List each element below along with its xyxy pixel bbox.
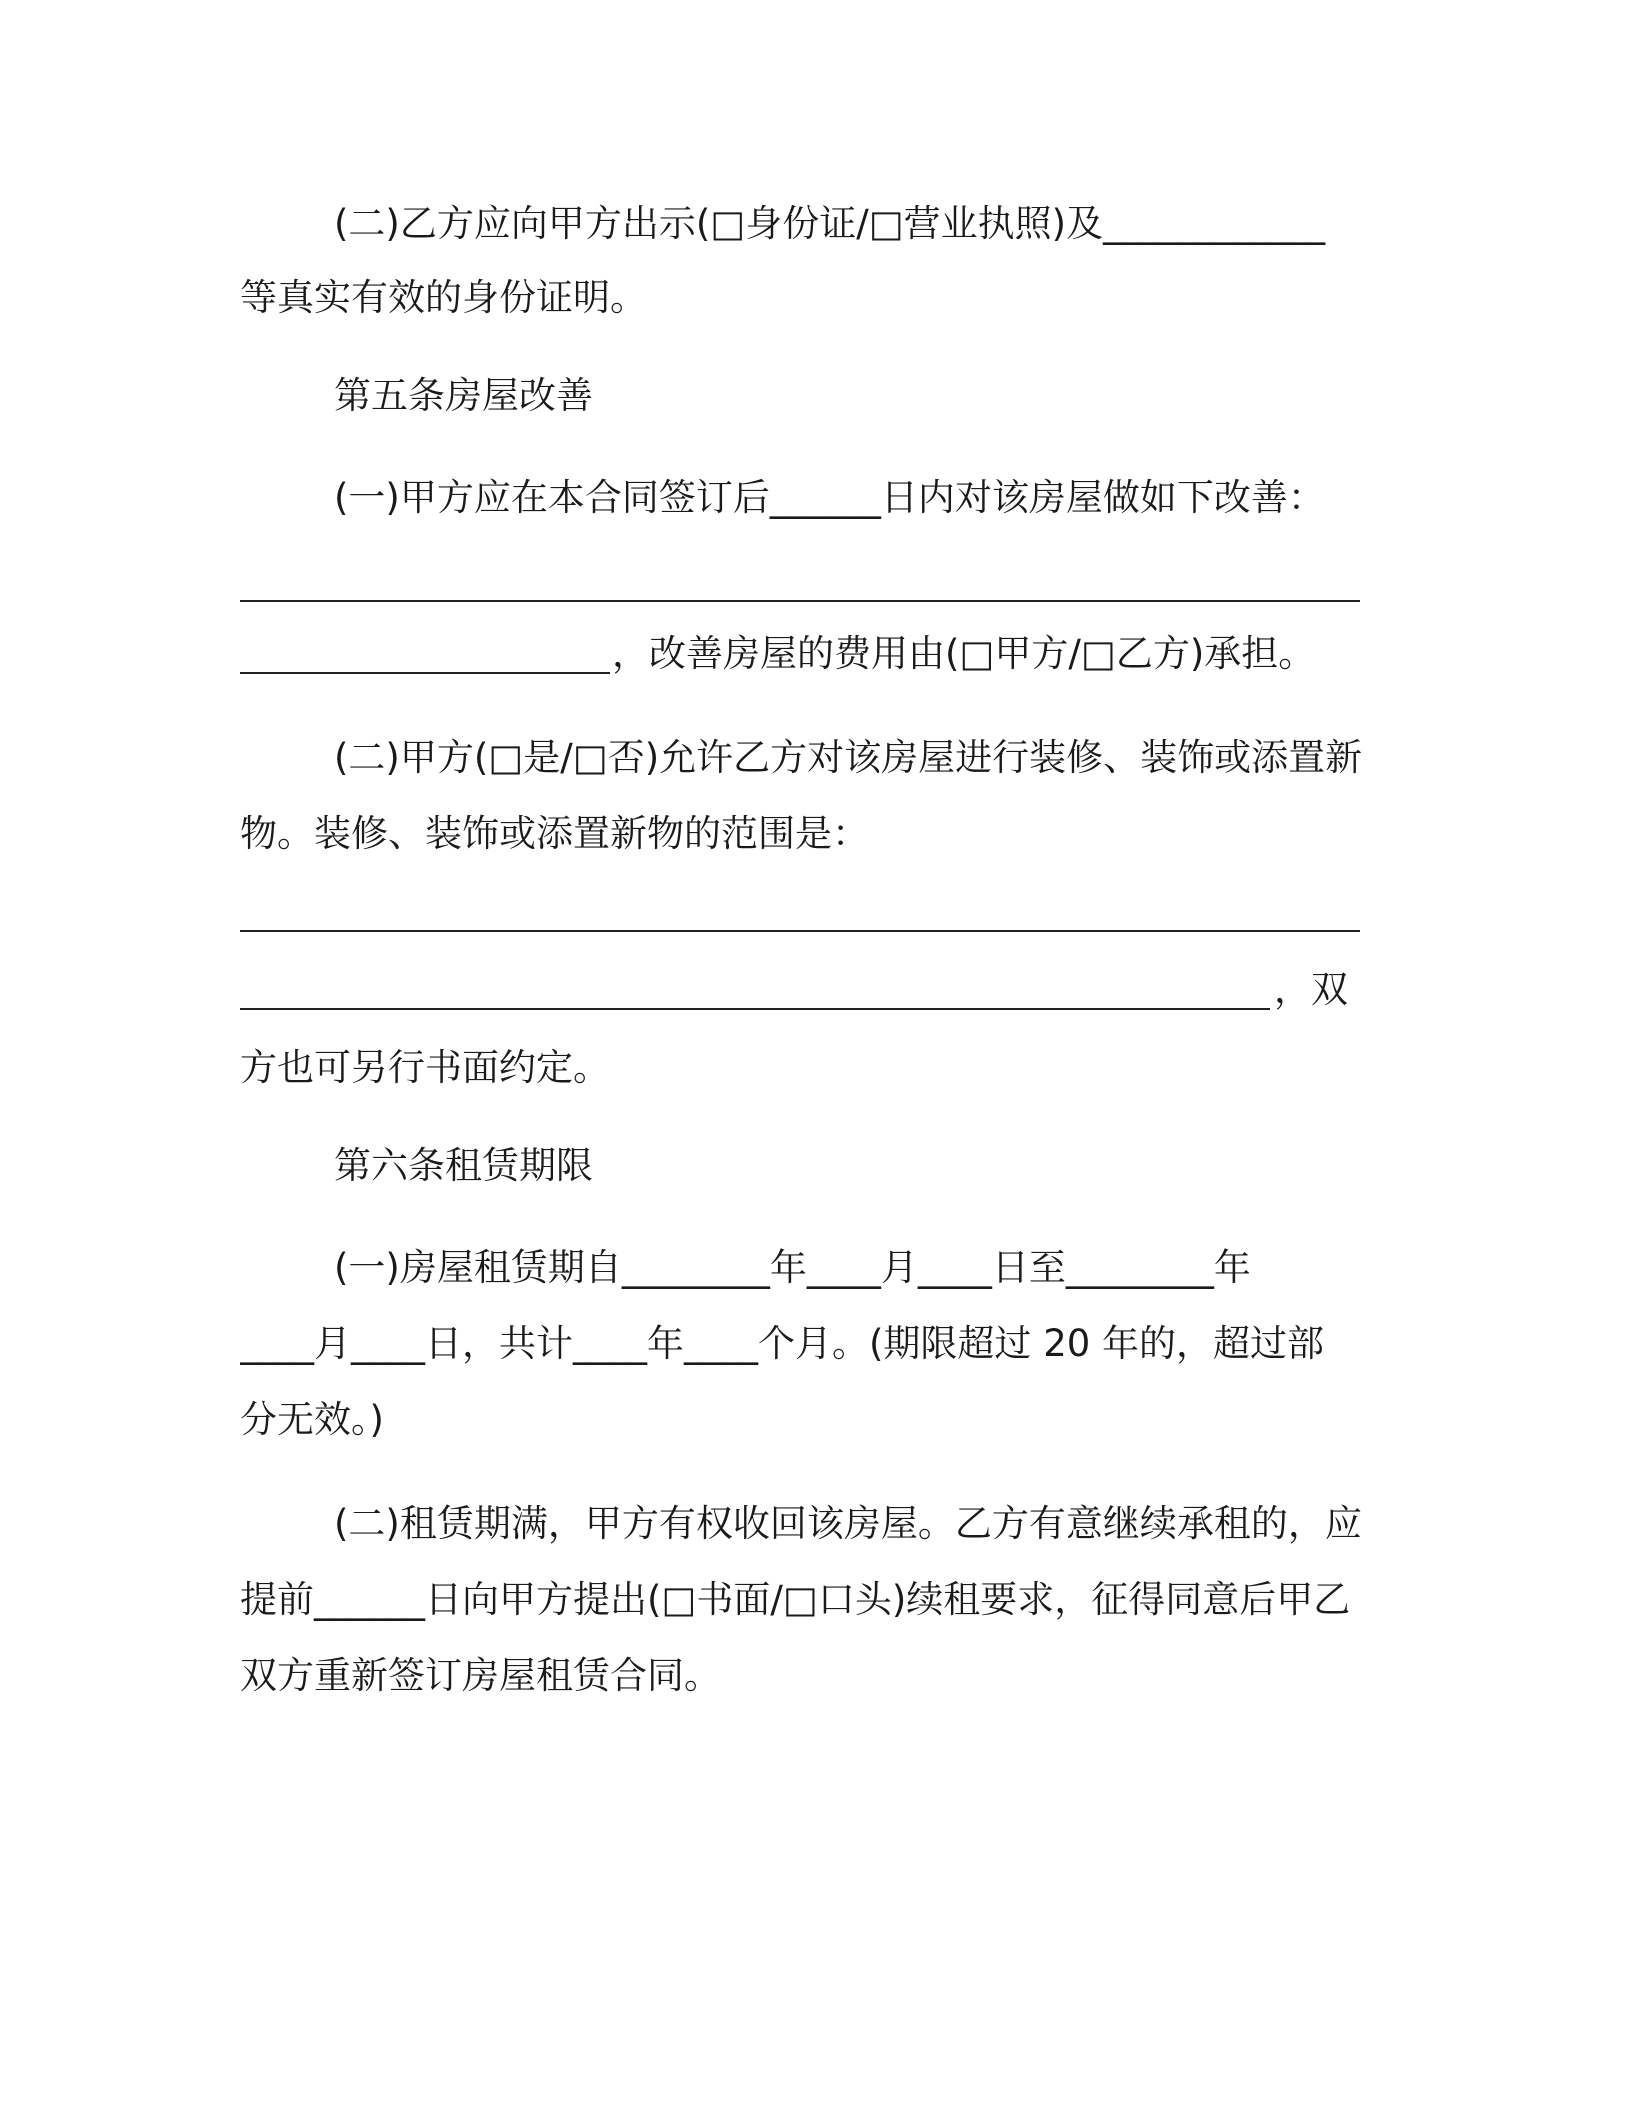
paragraph-line: 提前______日向甲方提出(□书面/□口头)续租要求，征得同意后甲乙 <box>240 1578 1351 1621</box>
paragraph-line: (二)乙方应向甲方出示(□身份证/□营业执照)及____________ <box>334 202 1326 245</box>
fill-in-blank-line <box>240 1008 1270 1010</box>
fill-in-blank-line <box>240 600 1360 602</box>
paragraph-line: 物。装修、装饰或添置新物的范围是： <box>240 812 869 855</box>
paragraph-line: ____月____日，共计____年____个月。(期限超过 20 年的，超过部 <box>240 1322 1325 1365</box>
paragraph-line: (二)甲方(□是/□否)允许乙方对该房屋进行装修、装饰或添置新 <box>334 736 1363 779</box>
fill-in-blank-line <box>240 930 1360 932</box>
paragraph-line: ，双 <box>1274 968 1348 1011</box>
paragraph-line: 分无效。) <box>240 1398 384 1441</box>
paragraph-line: (二)租赁期满，甲方有权收回该房屋。乙方有意继续承租的，应 <box>334 1502 1362 1545</box>
fill-in-blank-line <box>240 672 610 674</box>
paragraph-line: ，改善房屋的费用由(□甲方/□乙方)承担。 <box>612 632 1316 675</box>
article-title: 第五条房屋改善 <box>334 374 593 417</box>
paragraph-line: (一)房屋租赁期自________年____月____日至________年 <box>334 1246 1251 1289</box>
article-title: 第六条租赁期限 <box>334 1144 593 1187</box>
paragraph-line: 双方重新签订房屋租赁合同。 <box>240 1654 721 1697</box>
paragraph-line: 方也可另行书面约定。 <box>240 1046 610 1089</box>
paragraph-line: (一)甲方应在本合同签订后______日内对该房屋做如下改善： <box>334 476 1325 519</box>
paragraph-line: 等真实有效的身份证明。 <box>240 276 647 319</box>
